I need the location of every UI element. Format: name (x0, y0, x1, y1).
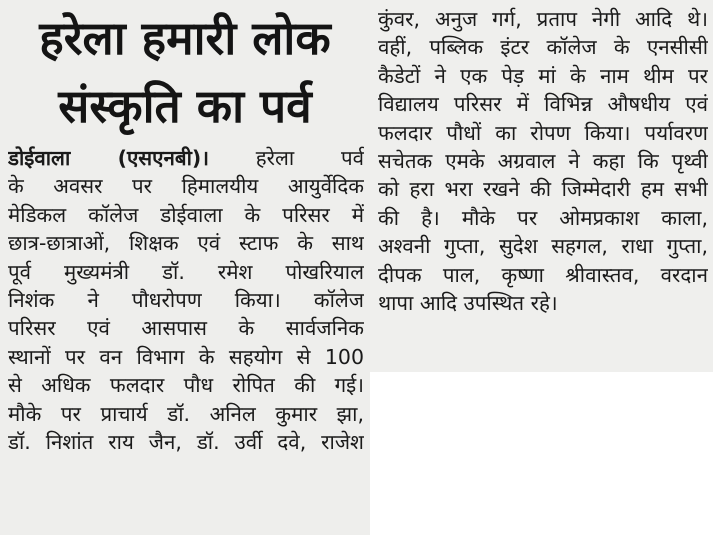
dateline: डोईवाला (एसएनबी)। (8, 146, 210, 170)
text-line: डॉ. निशांत राय जैन, डॉ. उर्वी दवे, राजेश (8, 430, 364, 455)
text-line: कुंवर, अनुज गर्ग, प्रताप नेगी आदि थे। (378, 7, 708, 31)
text-line: अश्वनी गुप्ता, सुदेश सहगल, राधा गुप्ता, (378, 234, 708, 259)
article-body-right-column (378, 5, 708, 317)
text-line: निशंक ने पौधरोपण किया। कॉलेज (8, 288, 364, 313)
text-line: कैडेटों ने एक पेड़ मां के नाम थीम पर (378, 63, 708, 88)
text-line: मेडिकल कॉलेज डोईवाला के परिसर में (8, 202, 364, 227)
text-line: को हरा भरा रखने की जिम्मेदारी हम सभी (378, 177, 708, 202)
text-line: मौके पर प्राचार्य डॉ. अनिल कुमार झा, (8, 401, 364, 426)
text-line: से अधिक फलदार पौध रोपित की गई। (8, 373, 364, 398)
text-line-content: हरेला पर्व (255, 146, 364, 170)
text-line: की है। मौके पर ओमप्रकाश काला, (378, 205, 708, 230)
text-line: सचेतक एमके अग्रवाल ने कहा कि पृथ्वी (378, 149, 708, 174)
headline-line: हरेला हमारी लोक (39, 11, 331, 65)
article-headline (0, 4, 370, 140)
text-line: फलदार पौधों का रोपण किया। पर्यावरण (378, 120, 708, 145)
text-line: छात्र-छात्राओं, शिक्षक एवं स्टाफ के साथ (8, 231, 364, 256)
text-line: स्थानों पर वन विभाग के सहयोग से 100 (8, 344, 364, 369)
text-line: थापा आदि उपस्थित रहे। (378, 291, 558, 316)
text-line: विद्यालय परिसर में विभिन्न औषधीय एवं (378, 92, 708, 117)
text-line: के अवसर पर हिमालयीय आयुर्वेदिक (8, 174, 364, 199)
text-line: परिसर एवं आसपास के सार्वजनिक (8, 316, 364, 341)
headline-line: संस्कृति का पर्व (58, 79, 312, 133)
text-line: दीपक पाल, कृष्णा श्रीवास्तव, वरदान (378, 262, 708, 287)
text-line: पूर्व मुख्यमंत्री डॉ. रमेश पोखरियाल (8, 259, 364, 284)
article-body-left-column (8, 144, 364, 456)
text-line: वहीं, पब्लिक इंटर कॉलेज के एनसीसी (378, 35, 708, 60)
text-line (8, 144, 364, 172)
